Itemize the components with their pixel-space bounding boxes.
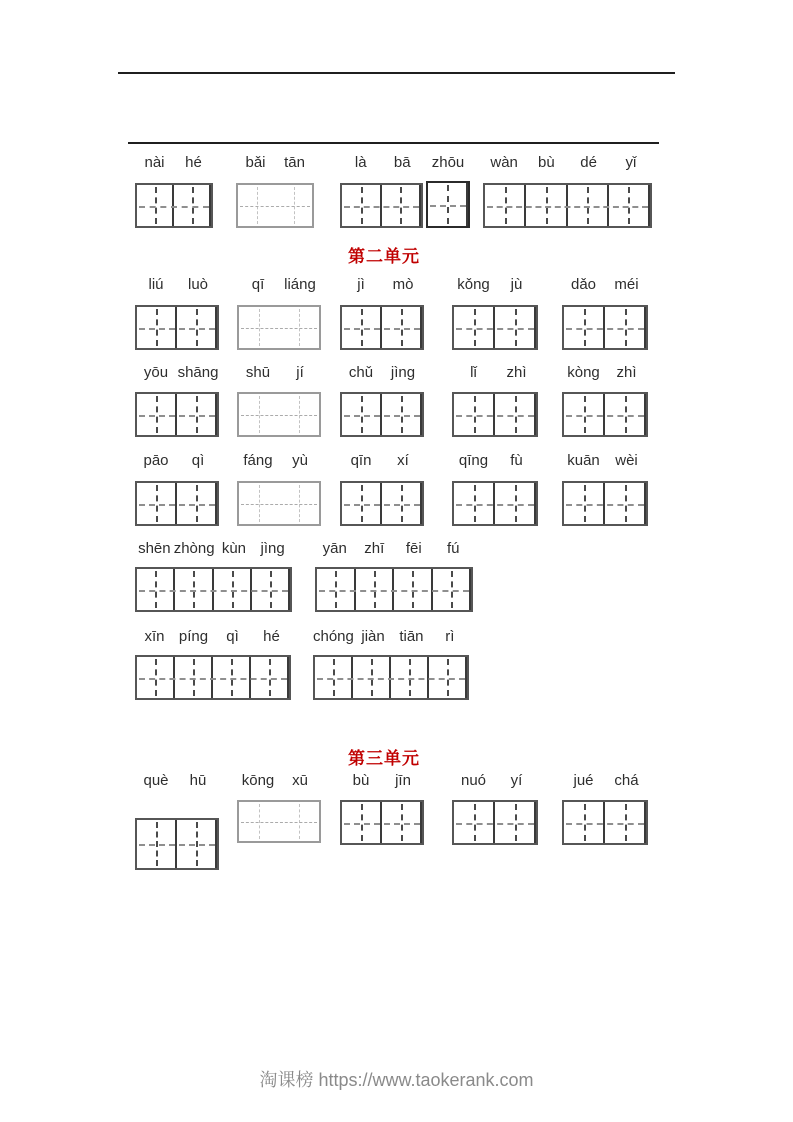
dashed-horizontal-centerline xyxy=(139,678,287,680)
pinyin-syllable: bù xyxy=(538,154,555,171)
pinyin-syllable: luò xyxy=(187,276,209,293)
pinyin-syllable: fù xyxy=(510,452,523,469)
dashed-horizontal-centerline xyxy=(344,415,420,417)
pinyin-syllable: jīn xyxy=(395,772,411,789)
pinyin-label-row xyxy=(562,275,648,295)
writing-grid xyxy=(340,305,424,350)
pinyin-syllable: chóng xyxy=(313,628,354,645)
pinyin-label-row xyxy=(340,771,424,791)
dashed-horizontal-centerline xyxy=(430,205,466,207)
pinyin-syllable: qī xyxy=(251,276,265,293)
pinyin-syllable: qì xyxy=(191,452,205,469)
writing-grid xyxy=(340,481,424,526)
writing-grid xyxy=(135,818,219,870)
section-heading-unit2: 第二单元 xyxy=(348,247,420,266)
pinyin-label-row xyxy=(237,451,321,471)
pinyin-syllable: fú xyxy=(446,540,460,557)
word-group xyxy=(135,275,219,350)
pinyin-label-row xyxy=(315,539,473,559)
pinyin-syllable: shāng xyxy=(177,364,219,381)
writing-grid xyxy=(426,181,470,228)
writing-grid xyxy=(135,481,219,526)
pinyin-syllable: hé xyxy=(185,154,202,171)
word-group xyxy=(562,771,648,845)
writing-grid xyxy=(452,305,538,350)
pinyin-syllable: zhòng xyxy=(173,540,215,557)
pinyin-syllable: bā xyxy=(393,154,411,171)
top-divider-line xyxy=(118,72,675,74)
pinyin-syllable: yǐ xyxy=(625,154,637,171)
pinyin-label-row xyxy=(135,153,213,173)
pinyin-syllable: jìng xyxy=(390,364,416,381)
dashed-horizontal-centerline xyxy=(456,415,534,417)
writing-grid xyxy=(135,655,291,700)
pinyin-syllable: kǒng xyxy=(457,276,490,293)
word-group xyxy=(340,451,424,526)
writing-grid xyxy=(452,481,538,526)
pinyin-label-row xyxy=(452,771,538,791)
dashed-horizontal-centerline xyxy=(240,206,310,207)
writing-grid xyxy=(340,392,424,437)
pinyin-syllable: lǐ xyxy=(470,364,477,381)
pinyin-syllable: zhì xyxy=(506,364,527,381)
writing-grid xyxy=(315,567,473,612)
word-group xyxy=(135,627,291,700)
word-group xyxy=(452,771,538,845)
dashed-horizontal-centerline xyxy=(456,504,534,506)
word-group xyxy=(340,771,424,845)
pinyin-syllable: fēi xyxy=(405,540,422,557)
dashed-horizontal-centerline xyxy=(566,504,644,506)
pinyin-label-row xyxy=(452,451,538,471)
pinyin-syllable: xí xyxy=(397,452,409,469)
writing-grid xyxy=(237,305,321,350)
word-group xyxy=(562,451,648,526)
dashed-horizontal-centerline xyxy=(241,822,317,823)
pinyin-syllable: kōng xyxy=(241,772,275,789)
pinyin-syllable: là xyxy=(354,154,367,171)
dashed-horizontal-centerline xyxy=(319,590,469,592)
pinyin-syllable: fáng xyxy=(243,452,273,469)
writing-grid xyxy=(237,392,321,437)
pinyin-label-row xyxy=(340,275,424,295)
pinyin-syllable: xīn xyxy=(144,628,165,645)
pinyin-syllable: wèi xyxy=(615,452,638,469)
section-heading-unit3: 第三单元 xyxy=(348,749,420,768)
pinyin-syllable: chá xyxy=(614,772,639,789)
pinyin-label-row xyxy=(236,153,314,173)
word-group xyxy=(236,153,314,228)
pinyin-syllable: zhī xyxy=(364,540,385,557)
pinyin-syllable: shū xyxy=(245,364,271,381)
dashed-horizontal-centerline xyxy=(344,823,420,825)
pinyin-syllable: nuó xyxy=(460,772,487,789)
pinyin-label-row xyxy=(340,363,424,383)
dashed-horizontal-centerline xyxy=(139,590,288,592)
pinyin-syllable: dé xyxy=(580,154,597,171)
footer-watermark: 淘课榜 https://www.taokerank.com xyxy=(259,1070,534,1090)
dashed-horizontal-centerline xyxy=(566,823,644,825)
pinyin-syllable: qīng xyxy=(458,452,489,469)
pinyin-syllable: hé xyxy=(263,628,280,645)
dashed-horizontal-centerline xyxy=(317,678,465,680)
word-group xyxy=(135,771,219,870)
writing-grid xyxy=(483,183,652,228)
pinyin-label-row xyxy=(135,275,219,295)
pinyin-syllable: shēn xyxy=(138,540,171,557)
pinyin-label-row xyxy=(452,363,538,383)
pinyin-syllable: jìng xyxy=(260,540,285,557)
pinyin-syllable: zhì xyxy=(616,364,637,381)
content-divider-line xyxy=(128,142,659,144)
dashed-horizontal-centerline xyxy=(566,328,644,330)
writing-grid xyxy=(237,481,321,526)
pinyin-syllable: rì xyxy=(445,628,455,645)
word-group xyxy=(135,153,213,228)
writing-grid xyxy=(135,183,213,228)
dashed-horizontal-centerline xyxy=(566,415,644,417)
pinyin-syllable: hū xyxy=(189,772,207,789)
dashed-horizontal-centerline xyxy=(456,823,534,825)
pinyin-syllable: liú xyxy=(148,276,164,293)
dashed-horizontal-centerline xyxy=(241,504,317,505)
pinyin-syllable: wàn xyxy=(490,154,518,171)
pinyin-syllable: jì xyxy=(357,276,365,293)
dashed-horizontal-centerline xyxy=(241,415,317,416)
dashed-horizontal-centerline xyxy=(487,206,648,208)
pinyin-label-row xyxy=(135,771,219,791)
pinyin-label-row xyxy=(135,451,219,471)
pinyin-label-row xyxy=(135,539,292,559)
pinyin-syllable: yù xyxy=(292,452,308,469)
pinyin-syllable: qīn xyxy=(350,452,372,469)
word-group xyxy=(237,363,321,437)
writing-grid xyxy=(135,305,219,350)
word-group xyxy=(340,153,423,228)
word-group xyxy=(452,275,538,350)
word-group xyxy=(315,539,473,612)
pinyin-syllable: tiān xyxy=(399,628,424,645)
dashed-horizontal-centerline xyxy=(344,328,420,330)
word-group xyxy=(452,363,538,437)
dashed-horizontal-centerline xyxy=(344,504,420,506)
pinyin-syllable: jù xyxy=(510,276,523,293)
pinyin-syllable: liáng xyxy=(284,276,316,293)
dashed-horizontal-centerline xyxy=(139,415,215,417)
writing-grid xyxy=(236,183,314,228)
pinyin-label-row xyxy=(340,451,424,471)
word-group xyxy=(135,539,292,612)
pinyin-syllable: chǔ xyxy=(348,364,374,381)
word-group xyxy=(237,771,321,843)
pinyin-label-row xyxy=(237,771,321,791)
writing-grid xyxy=(340,183,423,228)
pinyin-syllable: kùn xyxy=(221,540,247,557)
dashed-horizontal-centerline xyxy=(139,328,215,330)
word-group xyxy=(135,363,219,437)
pinyin-syllable: qì xyxy=(226,628,239,645)
word-group xyxy=(452,451,538,526)
writing-grid xyxy=(135,567,292,612)
pinyin-syllable: zhōu xyxy=(431,154,465,171)
pinyin-syllable: nài xyxy=(144,154,165,171)
pinyin-label-row xyxy=(135,363,219,383)
dashed-horizontal-centerline xyxy=(139,844,215,846)
writing-grid xyxy=(562,392,648,437)
word-group xyxy=(313,627,469,700)
writing-grid xyxy=(562,305,648,350)
word-group xyxy=(426,153,470,228)
pinyin-label-row xyxy=(237,275,321,295)
word-group xyxy=(135,451,219,526)
pinyin-syllable: yí xyxy=(510,772,523,789)
pinyin-syllable: jí xyxy=(296,364,304,381)
pinyin-syllable: méi xyxy=(614,276,639,293)
word-group xyxy=(340,275,424,350)
writing-grid xyxy=(452,800,538,845)
pinyin-label-row xyxy=(237,363,321,383)
pinyin-syllable: xū xyxy=(292,772,308,789)
writing-grid xyxy=(562,481,648,526)
pinyin-syllable: mò xyxy=(392,276,414,293)
pinyin-label-row xyxy=(313,627,469,647)
word-group xyxy=(237,451,321,526)
pinyin-syllable: tān xyxy=(284,154,305,171)
pinyin-syllable: kòng xyxy=(567,364,600,381)
pinyin-label-row xyxy=(562,363,648,383)
word-group xyxy=(483,153,652,228)
dashed-horizontal-centerline xyxy=(241,328,317,329)
pinyin-label-row xyxy=(426,153,470,173)
word-group xyxy=(562,275,648,350)
pinyin-label-row xyxy=(562,451,648,471)
pinyin-syllable: yān xyxy=(322,540,347,557)
pinyin-label-row xyxy=(452,275,538,295)
pinyin-label-row xyxy=(562,771,648,791)
pinyin-label-row xyxy=(340,153,423,173)
writing-grid xyxy=(452,392,538,437)
writing-grid xyxy=(340,800,424,845)
dashed-horizontal-centerline xyxy=(456,328,534,330)
writing-grid xyxy=(237,800,321,843)
pinyin-label-row xyxy=(135,627,291,647)
word-group xyxy=(562,363,648,437)
pinyin-syllable: jiàn xyxy=(361,628,385,645)
dashed-horizontal-centerline xyxy=(344,206,419,208)
pinyin-syllable: yōu xyxy=(143,364,169,381)
writing-grid xyxy=(562,800,648,845)
pinyin-syllable: dǎo xyxy=(570,276,597,293)
pinyin-syllable: jué xyxy=(573,772,594,789)
word-group xyxy=(237,275,321,350)
dashed-horizontal-centerline xyxy=(139,504,215,506)
pinyin-label-row xyxy=(483,153,652,173)
writing-grid xyxy=(135,392,219,437)
word-group xyxy=(340,363,424,437)
pinyin-syllable: bù xyxy=(352,772,370,789)
pinyin-syllable: píng xyxy=(178,628,209,645)
pinyin-syllable: pāo xyxy=(143,452,169,469)
dashed-horizontal-centerline xyxy=(139,206,209,208)
writing-grid xyxy=(313,655,469,700)
pinyin-syllable: kuān xyxy=(567,452,600,469)
pinyin-syllable: bǎi xyxy=(245,154,266,171)
pinyin-syllable: què xyxy=(143,772,169,789)
